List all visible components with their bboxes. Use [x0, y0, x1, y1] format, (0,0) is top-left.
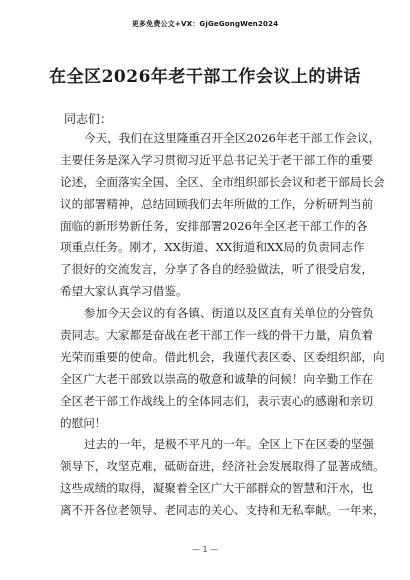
page-number: — 1 — [191, 545, 219, 554]
header-watermark: 更多免费公文+VX：GjGeGongWen2024 [131, 20, 279, 28]
text-line: 议的部署精神，总结回顾我们去年所做的工作，分析研判当前 [60, 196, 374, 211]
text-line: 参加今天会议的有各镇、街道以及区直有关单位的分管负 [84, 306, 374, 321]
body-text [60, 128, 385, 522]
text-line: 的慰问！ [60, 415, 107, 430]
text-line: 光荣而重要的使命。借此机会，我谨代表区委、区委组织部，向 [60, 349, 385, 364]
text-line: 主要任务是深入学习贯彻习近平总书记关于老干部工作的重要 [60, 152, 374, 167]
text-line: 全区老干部工作战线上的全体同志们，表示衷心的感谢和亲切 [60, 393, 374, 408]
text-line: 希望大家认真学习借鉴。 [60, 284, 188, 299]
text-line: 了很好的交流发言，分享了各自的经验做法，听了很受启发， [60, 262, 374, 277]
text-line: 过去的一年，是极不平凡的一年。全区上下在区委的坚强 [84, 437, 374, 452]
text-line: 面临的新形势新任务，安排部署2026年全区老干部工作的各 [60, 218, 368, 233]
text-line: 全区广大老干部致以崇高的敬意和诚挚的问候！向辛勤工作在 [60, 371, 374, 386]
text-line: 项重点任务。刚才，XX街道、XX街道和XX局的负责同志作 [60, 240, 365, 255]
text-line: 领导下，攻坚克难，砥砺奋进，经济社会发展取得了显著成绩。 [60, 459, 385, 474]
text-line: 这些成绩的取得，凝聚着全区广大干部群众的智慧和汗水，也 [60, 481, 374, 496]
text-line: 论述，全面落实全国、全区、全市组织部长会议和老干部局长会 [60, 174, 385, 189]
salutation: 同志们： [64, 112, 113, 126]
text-line: 责同志。大家都是奋战在老干部工作一线的骨干力量，肩负着 [60, 328, 374, 343]
document-title: 在全区2026年老干部工作会议上的讲话 [49, 67, 361, 87]
text-line: 今天，我们在这里隆重召开全区2026年老干部工作会议， [84, 131, 381, 145]
text-line: 离不开各位老领导、老同志的关心、支持和无私奉献。一年来， [60, 503, 385, 518]
